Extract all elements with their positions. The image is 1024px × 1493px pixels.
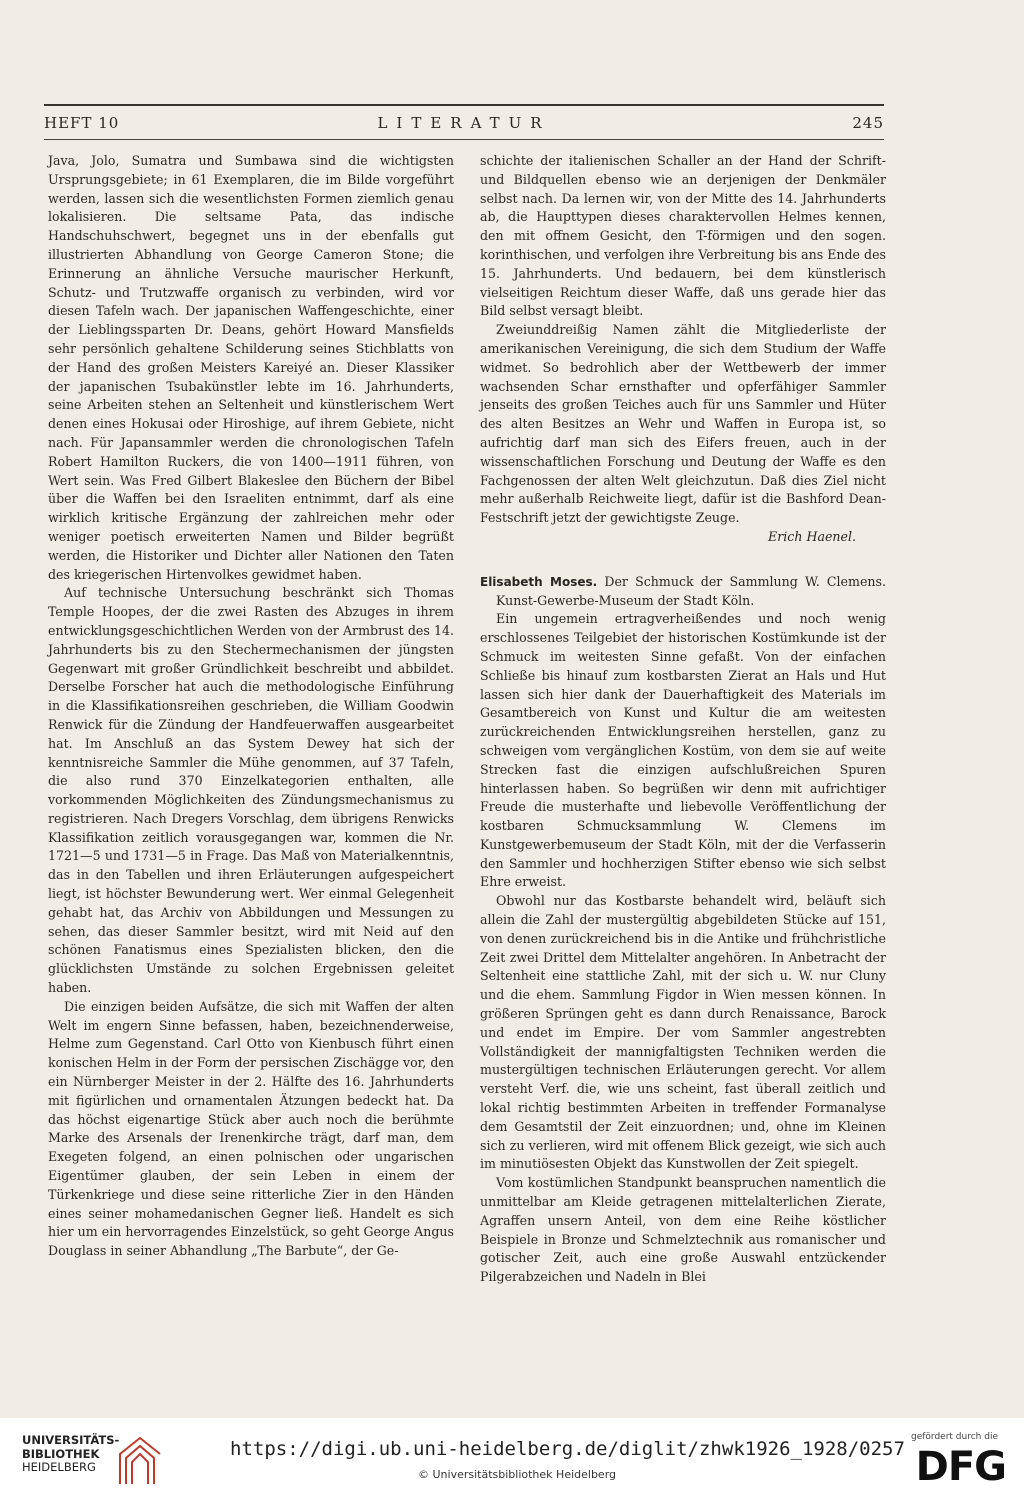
library-name: UNIVERSITÄTS- BIBLIOTHEK HEIDELBERG: [22, 1433, 120, 1474]
paragraph: Die einzigen beiden Aufsätze, die sich mit Waffen der alten Welt im engern Sinne befassen, haben, bezeichnenderweise, Helme zum Gegenstand. Carl Otto von Kienbusch führt einen konischen Helm in der Form der persischen Zischägge vor, den ein Nürnberger Meister in der 2. Hälfte des 16. Jahrhunderts mit figürlichen und ornamentalen Ätzungen bedeckt hat. Da das höchst eigenartige Stück aber auch noch die berühmte Marke des Arsenals der Irenenkirche trägt, darf man, dem Exegeten folgend, an einen polnischen oder ungarischen Eigentümer glauben, der sein Leben in einem der Türkenkriege und diese seine ritterliche Zier in den Händen eines seiner mohamedanischen Gegner ließ. Handelt es sich hier um ein hervorragendes Einzelstück, so geht George Angus Douglass in seiner Abhandlung „The Barbute“, der Ge-: [48, 998, 454, 1259]
paragraph: Ein ungemein ertragverheißendes und noch wenig erschlossenes Teilgebiet der historischen Kostümkunde ist der Schmuck im weitesten Sinne gefaßt. Von der einfachen Schließe bis hinauf zum kostbarsten Zierat an Hals und Hut lassen sich hier dank der Dauerhaftigkeit des Materials im Gesamtbereich von Kunst und Kultur die am weitesten zurückreichenden Entwicklungsreihen herstellen, ganz zu schweigen vom vergänglichen Kostüm, von dem sie auf weite Strecken fast die einzigen aufschlußreichen Spuren hinterlassen haben. So begrüßen wir denn mit aufrichtiger Freude die musterhafte und liebevolle Veröffentlichung der kostbaren Schmucksammlung W. Clemens im Kunstgewerbemuseum der Stadt Köln, mit der die Verfasserin den Sammler und hochherzigen Stifter ebenso wie sich selbst Ehre erweist.: [480, 611, 886, 890]
library-logo[interactable]: [22, 1434, 192, 1484]
running-header: [44, 114, 884, 136]
header-underline: [44, 139, 884, 140]
left-column: [48, 152, 454, 1261]
signature: Erich Haenel.: [768, 528, 856, 544]
review-heading: [480, 573, 886, 611]
review-title: Der Schmuck der Sammlung W. Clemens. Kunst-Gewerbe-Museum der Stadt Köln.: [496, 573, 886, 608]
right-column: [480, 152, 886, 1287]
paragraph: schichte der italienischen Schaller an der Hand der Schrift- und Bildquellen ebenso wie an derjenigen der Denkmäler selbst nach. Da lernen wir, von der Mitte des 14. Jahrhunderts ab, die Haupttypen dieses charaktervollen Helmes kennen, den mit offnem Gesicht, den T-förmigen und den sogen. korinthischen, und verfolgen ihre Verbreitung bis ans Ende des 15. Jahrhunderts. Und bedauern, bei dem künstlerisch vielseitigen Reichtum dieser Waffe, daß uns gerade hier das Bild selbst versagt bleibt.: [480, 153, 886, 319]
spacer: [480, 547, 886, 573]
issue-label: HEFT 10: [44, 114, 120, 132]
permalink-url[interactable]: https://digi.ub.uni-heidelberg.de/diglit/zhwk1926_1928/0257: [230, 1438, 905, 1460]
funding-label: gefördert durch die: [911, 1432, 998, 1442]
viewer-footer: [0, 1418, 1024, 1493]
copyright-notice: © Universitätsbibliothek Heidelberg: [418, 1468, 617, 1481]
paragraph: Java, Jolo, Sumatra und Sumbawa sind die wichtigsten Ursprungsgebiete; in 61 Exemplaren, die im Bilde vorgeführt werden, lassen sich die wesentlichsten Formen ziemlich genau lokalisieren. Die seltsame Pata, das indische Handschuhschwert, begegnet uns in der ebenfalls gut illustrierten Abhandlung von George Cameron Stone; die Erinnerung an ähnliche Versuche maurischer Herkunft, Schutz- und Trutzwaffe organisch zu verbinden, wird vor diesen Tafeln wach. Der japanischen Waffengeschichte, einer der Lieblingssparten Dr. Deans, gehört Howard Mansfields sehr persönlich gehaltene Schilderung seines Stichblatts von der Hand des großen Meisters Kareiyé an. Dieser Klassiker der japanischen Tsubakünstler lebte im 16. Jahrhunderts, seine Arbeiten stehen an Seltenheit und künstlerischem Wert denen eines Hokusai oder Hiroshige, auf ihrem Gebiete, nicht nach. Für Japansammler werden die chronologischen Tafeln Robert Hamilton Ruckers, die von 1400—1911 führen, von Wert sein. Was Fred Gilbert Blakeslee den Büchern der Bibel über die Waffen bei den Israeliten entnimmt, darf als eine wirklich kritische Ergänzung der zahlreichen mehr oder weniger poetisch erweiterten Namen und Bilder begrüßt werden, die Historiker und Dichter aller Nationen den Taten des kriegerischen Hirtenvolkes gewidmet haben.: [48, 153, 454, 582]
paragraph: Vom kostümlichen Standpunkt beanspruchen namentlich die unmittelbar am Kleide getragenen mittelalterlichen Zierate, Agraffen unsern Anteil, von dem eine Reihe köstlicher Beispiele in Bronze und Schmelztechnik aus romanischer und gotischer Zeit, auch eine große Auswahl entzückender Pilgerabzeichen und Nadeln in Blei: [480, 1175, 886, 1285]
dfg-logo[interactable]: DFG: [915, 1444, 1006, 1490]
header-rule: [44, 104, 884, 106]
review-author: Elisabeth Moses.: [480, 574, 598, 589]
paragraph: Auf technische Untersuchung beschränkt sich Thomas Temple Hoopes, der die zwei Rasten des Abzuges in ihrem entwicklungsgeschichtlichen Werden von der Armbrust des 14. Jahrhunderts bis zu den Stechermechanismen der jüngsten Gegenwart mit großer Gründlichkeit beschreibt und abbildet. Derselbe Forscher hat auch die methodologische Einführung in die Klassifikationsreihen geschrieben, die William Goodwin Renwick für die Zündung der Handfeuerwaffen ausgearbeitet hat. Im Anschluß an das System Dewey hat sich der kenntnisreiche Sammler die Mühe genommen, auf 37 Tafeln, die also rund 370 Einzelkategorien enthalten, alle vorkommenden Möglichkeiten des Zündungsmechanismus zu registrieren. Nach Dregers Vorschlag, dem übrigens Renwicks Klassifikation zeitlich vorausgegangen war, kommen die Nr. 1721—5 und 1731—5 in Frage. Das Maß von Materialkenntnis, das in den Tabellen und ihren Erläuterungen aufgespeichert liegt, ist höchster Bewunderung wert. Wer einmal Gelegenheit gehabt hat, das Archiv von Abbildungen und Messungen zu sehen, das dieser Sammler besitzt, wird mit Neid auf den schönen Fanatismus eines Spezialisten blicken, den die glücklichsten Umstände zu solchen Ergebnissen geleitet haben.: [48, 585, 454, 996]
page-number: 245: [852, 114, 884, 132]
paragraph: Obwohl nur das Kostbarste behandelt wird, beläuft sich allein die Zahl der mustergültig abgebildeten Stücke auf 151, von denen zurückreichend bis in die Antike und frühchristliche Zeit zwei Drittel dem Mittelalter angehören. In Anbetracht der Seltenheit eine stattliche Zahl, mit der sich u. W. nur Cluny und die ehem. Sammlung Figdor in Wien messen können. In größeren Sprüngen geht es dann durch Renaissance, Barock und endet im Empire. Der vom Sammler angestrebten Vollständigkeit der mannigfaltigsten Techniken werden die mustergültigen technischen Erläuterungen gerecht. Vor allem versteht Verf. die, wie uns scheint, fast überall zeitlich und lokal richtig bestimmten Arbeiten in treffender Formanalyse dem Gesamtstil der Zeit einzuordnen; und, ohne im Kleinen sich zu verlieren, wird mit offenem Blick gezeigt, wie sich auch im minutiösesten Objekt das Kunstwollen der Zeit spiegelt.: [480, 893, 886, 1172]
paragraph: Zweiunddreißig Namen zählt die Mitgliederliste der amerikanischen Vereinigung, die sich dem Studium der Waffe widmet. So bedrohlich aber der Wettbewerb der immer wachsenden Schar ernsthafter und opferfähiger Sammler jenseits des großen Teiches auch für uns Sammler und Hüter des alten Besitzes an Wehr und Waffen in Europa ist, so aufrichtig darf man sich des Eifers freuen, auch in der wissenschaftlichen Forschung und Deutung der Waffe es den Fachgenossen der alten Welt gleichzutun. Daß dies Ziel nicht mehr außerhalb Reichweite liegt, dafür ist die Bashford Dean-Festschrift jetzt der gewichtigste Zeuge.: [480, 322, 886, 526]
library-emblem-icon: [116, 1434, 166, 1486]
section-title: LITERATUR: [377, 114, 551, 132]
